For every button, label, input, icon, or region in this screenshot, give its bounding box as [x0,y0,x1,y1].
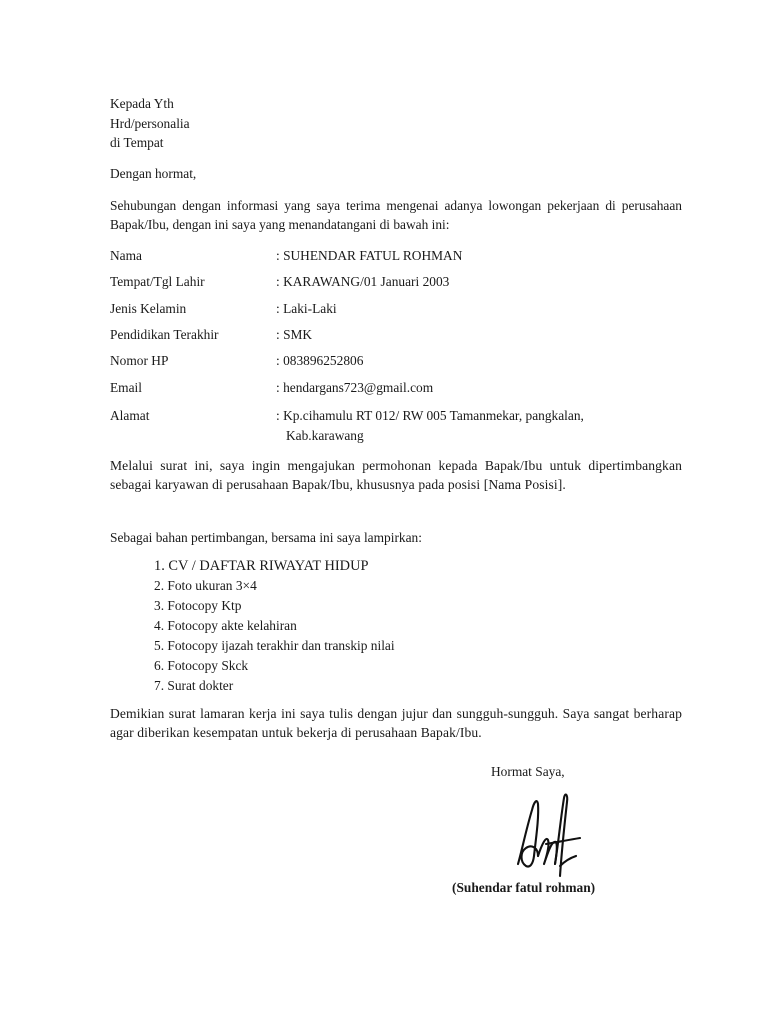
signatory-name: (Suhendar fatul rohman) [452,880,596,895]
detail-label: Nomor HP [110,353,169,368]
intro-paragraph: Sehubungan dengan informasi yang saya terima mengenai adanya lowongan pekerjaan di perusahaan Bapak/Ibu, dengan ini saya yang menandatangani di bawah ini: [110,198,682,232]
detail-value: : hendargans723@gmail.com [276,380,434,395]
detail-row-email [110,380,670,400]
detail-value: : SUHENDAR FATUL ROHMAN [276,248,463,263]
list-item: 7. Surat dokter [154,678,234,693]
signature-salutation: Hormat Saya, [491,764,565,779]
detail-value-continued: Kab.karawang [286,428,364,443]
list-item: 2. Foto ukuran 3×4 [154,578,257,593]
detail-row-phone [110,353,670,373]
handwritten-signature [506,786,590,878]
attachments-intro: Sebagai bahan pertimbangan, bersama ini saya lampirkan: [110,530,422,545]
detail-row-gender [110,301,670,321]
detail-value: : 083896252806 [276,353,364,368]
request-paragraph: Melalui surat ini, saya ingin mengajukan permohonan kepada Bapak/Ibu untuk dipertimbangkan sebagai karyawan di perusahaan Bapak/Ibu, khususnya pada posisi [Nama Posisi]. [110,458,682,492]
closing-paragraph: Demikian surat lamaran kerja ini saya tulis dengan jujur dan sungguh-sungguh. Saya sangat berharap agar diberikan kesempatan untuk bekerja di perusahaan Bapak/Ibu. [110,706,682,740]
detail-value: : KARAWANG/01 Januari 2003 [276,274,450,289]
list-item: 1. CV / DAFTAR RIWAYAT HIDUP [154,558,369,574]
detail-label: Nama [110,248,142,263]
detail-label: Tempat/Tgl Lahir [110,274,205,289]
list-item: 3. Fotocopy Ktp [154,598,242,613]
list-item: 6. Fotocopy Skck [154,658,249,673]
list-item: 4. Fotocopy akte kelahiran [154,618,297,633]
detail-value: : SMK [276,327,313,342]
recipient-block [110,96,190,155]
detail-value: : Laki-Laki [276,301,337,316]
detail-label: Pendidikan Terakhir [110,327,219,342]
detail-row-education [110,327,670,347]
detail-row-address [110,408,670,448]
list-item: 5. Fotocopy ijazah terakhir dan transkip nilai [154,638,395,653]
detail-row-name [110,248,670,268]
greeting: Dengan hormat, [110,166,197,181]
recipient-line-2: Hrd/personalia [110,115,190,131]
recipient-line-1: Kepada Yth [110,96,174,111]
detail-label: Jenis Kelamin [110,301,187,316]
detail-label: Email [110,380,142,395]
detail-value: : Kp.cihamulu RT 012/ RW 005 Tamanmekar, pangkalan, [276,408,584,423]
detail-label: Alamat [110,408,150,423]
attachments-list [154,558,395,698]
recipient-line-3: di Tempat [110,135,164,150]
detail-row-birth [110,274,670,294]
